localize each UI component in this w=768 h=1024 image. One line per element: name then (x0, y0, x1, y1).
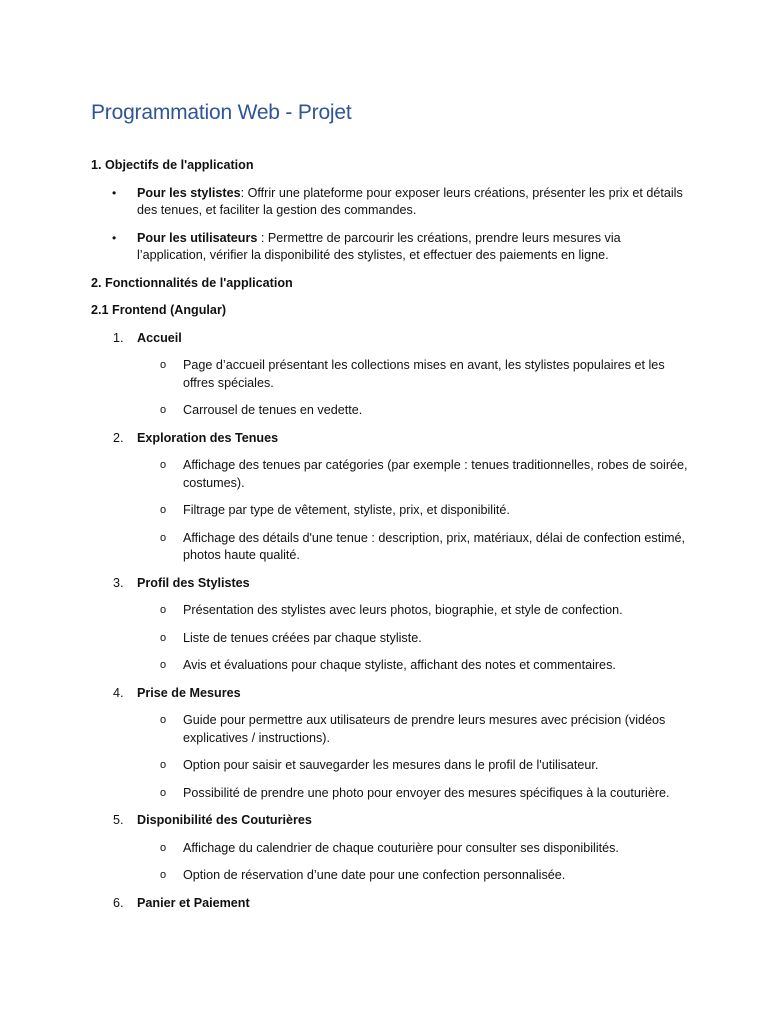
item-label: Accueil (137, 330, 182, 345)
section-heading: 2. Fonctionnalités de l'application (91, 275, 293, 290)
numbered-item (91, 895, 691, 913)
sub-marker: o (160, 631, 167, 644)
sub-text: Page d’accueil présentant les collections mises en avant, les stylistes populaires et les offres spéciales. (183, 358, 665, 390)
bullet-text: : Offrir une plateforme pour exposer leurs créations, présenter les prix et détails des tenues, et faciliter la gestion des commandes. (137, 185, 683, 217)
sub-item (91, 602, 691, 620)
sub-marker: o (160, 459, 167, 471)
sub-text: Affichage des détails d'une tenue : description, prix, matériaux, délai de confection estimé, photos haute qualité. (183, 530, 686, 562)
sub-text: Carrousel de tenues en vedette. (183, 403, 363, 417)
subsection-heading: 2.1 Frontend (Angular) (91, 303, 227, 317)
item-number: 2. (113, 430, 124, 445)
sub-text: Affichage du calendrier de chaque couturière pour consulter ses disponibilités. (183, 840, 619, 855)
item-label: Exploration des Tenues (137, 430, 279, 445)
sub-item (91, 502, 691, 520)
item-number: 3. (113, 575, 124, 590)
bullet-item (91, 230, 691, 265)
bullet-text: : Permettre de parcourir les créations, prendre leurs mesures via l’application, vérifier la disponibilité des stylistes, et effectuer des paiements en ligne. (137, 230, 621, 262)
sub-item (91, 840, 691, 858)
sub-marker: o (160, 404, 167, 416)
sub-marker: o (160, 759, 167, 771)
sub-marker: o (160, 786, 167, 799)
item-label: Profil des Stylistes (137, 575, 250, 590)
document-title: Programmation Web - Projet (91, 101, 352, 124)
item-number: 5. (113, 813, 124, 827)
sub-text: Avis et évaluations pour chaque styliste, affichant des notes et commentaires. (183, 658, 616, 672)
section-heading: 1. Objectifs de l'application (91, 158, 254, 172)
item-label: Prise de Mesures (137, 685, 241, 700)
bullet-marker: • (112, 185, 117, 200)
sub-text: Option pour saisir et sauvegarder les mesures dans le profil de l'utilisateur. (183, 758, 599, 772)
sub-text: Option de réservation d’une date pour une confection personnalisée. (183, 868, 566, 882)
numbered-item (91, 575, 691, 593)
sub-item (91, 457, 691, 492)
item-number: 6. (113, 895, 124, 910)
sub-text: Affichage des tenues par catégories (par exemple : tenues traditionnelles, robes de soirée, costumes). (183, 458, 688, 490)
item-label: Disponibilité des Couturières (137, 813, 312, 827)
sub-item (91, 757, 691, 775)
item-number: 1. (113, 330, 124, 345)
numbered-item (91, 430, 691, 448)
numbered-item (91, 812, 691, 830)
sub-marker: o (160, 869, 167, 881)
sub-item (91, 530, 691, 565)
sub-marker: o (160, 714, 167, 726)
sub-item (91, 630, 691, 648)
sub-item (91, 357, 691, 392)
sub-marker: o (160, 604, 167, 616)
sub-item (91, 657, 691, 675)
sub-marker: o (160, 359, 167, 371)
sub-item (91, 785, 691, 803)
sub-marker: o (160, 531, 167, 544)
bullet-marker: • (112, 230, 117, 245)
document-body (91, 157, 691, 922)
sub-marker: o (160, 841, 167, 854)
sub-text: Filtrage par type de vêtement, styliste, prix, et disponibilité. (183, 503, 510, 517)
sub-text: Possibilité de prendre une photo pour envoyer des mesures spécifiques à la couturière. (183, 785, 670, 800)
sub-marker: o (160, 504, 167, 516)
sub-item (91, 712, 691, 747)
bullet-item (91, 185, 691, 220)
item-number: 4. (113, 685, 124, 700)
bullet-lead: Pour les stylistes (137, 185, 241, 200)
numbered-item (91, 330, 691, 348)
numbered-item (91, 685, 691, 703)
item-label: Panier et Paiement (137, 895, 250, 910)
sub-marker: o (160, 659, 167, 671)
sub-text: Guide pour permettre aux utilisateurs de prendre leurs mesures avec précision (vidéos explicatives / instructions). (183, 713, 666, 745)
sub-item (91, 402, 691, 420)
bullet-lead: Pour les utilisateurs (137, 230, 258, 245)
sub-text: Liste de tenues créées par chaque styliste. (183, 630, 422, 645)
sub-item (91, 867, 691, 885)
sub-text: Présentation des stylistes avec leurs photos, biographie, et style de confection. (183, 603, 623, 617)
